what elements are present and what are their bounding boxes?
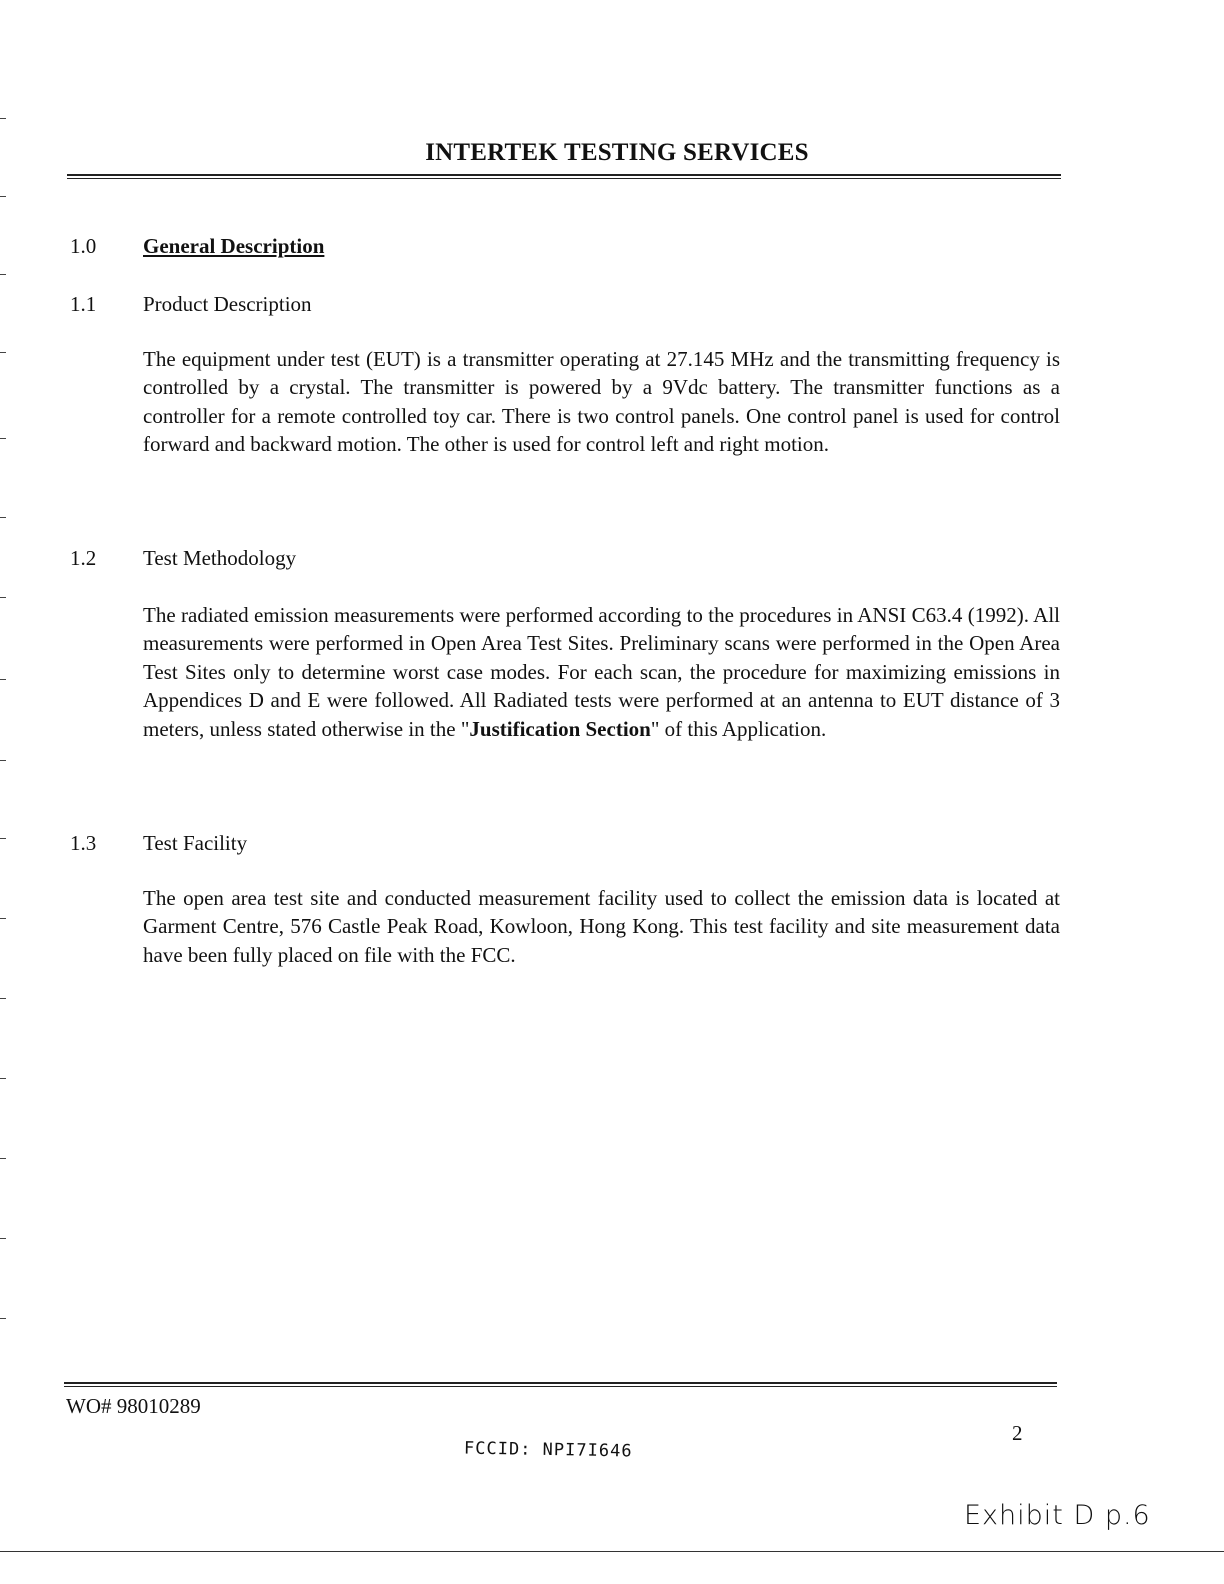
margin-tick [0, 1318, 6, 1319]
subsection-heading: Product Description [143, 292, 312, 316]
paragraph-text: The radiated emission measurements were performed according to the procedures in ANSI C63.4 (1992). All measurements were performed in Open Area Test Sites. Preliminary scans were performed in the Open Area Test Sites only to determine worst case modes. For each scan, the procedure for maximizing emissions in Appendices D and E were followed. All Radiated tests were performed at an antenna to EUT distance of 3 meters, unless stated otherwise in the " [143, 603, 1060, 741]
margin-tick [0, 1158, 6, 1159]
product-description-paragraph: The equipment under test (EUT) is a transmitter operating at 27.145 MHz and the transmitting frequency is controlled by a crystal. The transmitter is powered by a 9Vdc battery. The transmitter functions as a controller for a remote controlled toy car. There is two control panels. One control panel is used for control forward and backward motion. The other is used for control left and right motion. [143, 347, 1060, 457]
page-bottom-line [0, 1551, 1224, 1552]
work-order-number: WO# 98010289 [66, 1394, 201, 1418]
page-header-title: INTERTEK TESTING SERVICES [425, 139, 809, 166]
margin-tick [0, 118, 6, 119]
margin-tick [0, 517, 6, 518]
margin-tick [0, 838, 6, 839]
section-number: 1.1 [70, 292, 97, 316]
margin-tick [0, 597, 6, 598]
test-facility-paragraph: The open area test site and conducted measurement facility used to collect the emission data is located at Garment Centre, 576 Castle Peak Road, Kowloon, Hong Kong. This test facility and site measurement data have been fully placed on file with the FCC. [143, 886, 1060, 967]
margin-tick [0, 918, 6, 919]
margin-tick [0, 679, 6, 680]
test-methodology-paragraph [143, 601, 1060, 743]
section-heading: General Description [143, 234, 325, 258]
section-number: 1.2 [70, 546, 97, 570]
margin-tick [0, 352, 6, 353]
paragraph-text: " of this Application. [650, 716, 827, 741]
fcc-id-stamp: FCCID: NPI7I646 [463, 1438, 633, 1462]
margin-tick [0, 1078, 6, 1079]
section-number: 1.0 [70, 234, 97, 258]
exhibit-handwritten-label: Exhibit D p.6 [964, 1500, 1151, 1531]
margin-tick [0, 1238, 6, 1239]
subsection-heading: Test Methodology [143, 546, 297, 570]
margin-tick [0, 196, 6, 197]
margin-tick [0, 438, 6, 439]
section-number: 1.3 [70, 831, 97, 855]
margin-tick [0, 998, 6, 999]
header-rule [67, 174, 1061, 179]
justification-section-reference: Justification Section [469, 716, 651, 741]
margin-tick [0, 760, 6, 761]
margin-tick [0, 274, 6, 275]
page-number: 2 [1012, 1421, 1023, 1445]
subsection-heading: Test Facility [143, 831, 248, 855]
footer-rule [64, 1382, 1057, 1387]
